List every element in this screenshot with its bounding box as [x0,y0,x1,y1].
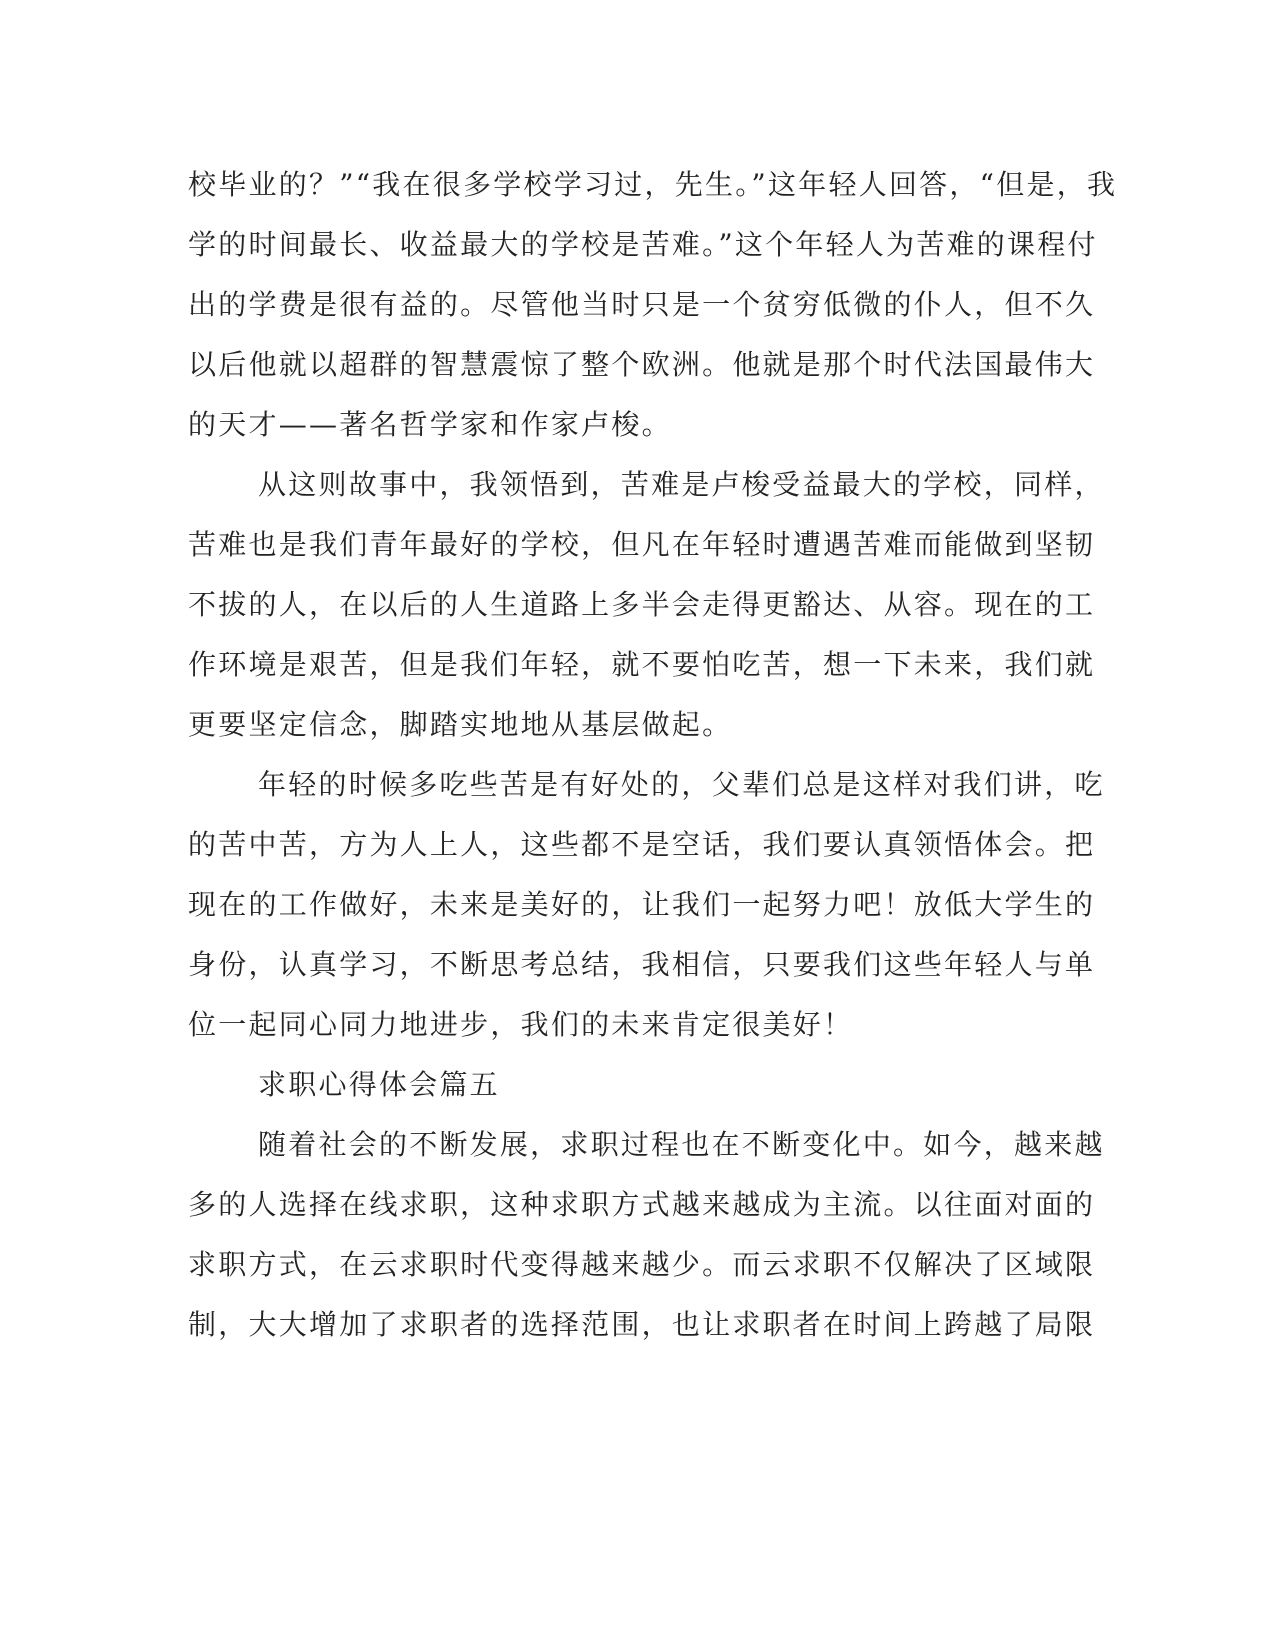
text-line: 身份，认真学习，不断思考总结，我相信，只要我们这些年轻人与单 [188,948,1096,981]
paragraph-start-line: 年轻的时候多吃些苦是有好处的，父辈们总是这样对我们讲，吃 [258,768,1105,801]
paragraph-start-line: 随着社会的不断发展，求职过程也在不断变化中。如今，越来越 [258,1128,1105,1161]
text-line: 的苦中苦，方为人上人，这些都不是空话，我们要认真领悟体会。把 [188,828,1096,861]
text-line: 学的时间最长、收益最大的学校是苦难。”这个年轻人为苦难的课程付 [188,228,1098,261]
text-line: 不拔的人，在以后的人生道路上多半会走得更豁达、从容。现在的工 [188,588,1096,621]
text-line: 求职方式，在云求职时代变得越来越少。而云求职不仅解决了区域限 [188,1248,1096,1281]
text-line: 苦难也是我们青年最好的学校，但凡在年轻时遭遇苦难而能做到坚韧 [188,528,1096,561]
text-line: 更要坚定信念，脚踏实地地从基层做起。 [188,708,733,741]
text-line: 校毕业的？”“我在很多学校学习过，先生。”这年轻人回答，“但是，我 [188,168,1118,201]
text-line: 作环境是艰苦，但是我们年轻，就不要怕吃苦，想一下未来，我们就 [188,648,1096,681]
text-line: 的天才——著名哲学家和作家卢梭。 [188,408,672,441]
text-line: 以后他就以超群的智慧震惊了整个欧洲。他就是那个时代法国最伟大 [188,348,1096,381]
text-line: 现在的工作做好，未来是美好的，让我们一起努力吧！放低大学生的 [188,888,1096,921]
section-heading: 求职心得体会篇五 [258,1068,500,1101]
body-text [188,155,1118,1355]
text-line: 出的学费是很有益的。尽管他当时只是一个贫穷低微的仆人，但不久 [188,288,1096,321]
text-line: 多的人选择在线求职，这种求职方式越来越成为主流。以往面对面的 [188,1188,1096,1221]
paragraph-start-line: 从这则故事中，我领悟到，苦难是卢梭受益最大的学校，同样， [258,468,1105,501]
text-line: 制，大大增加了求职者的选择范围，也让求职者在时间上跨越了局限 [188,1308,1096,1341]
text-line: 位一起同心同力地进步，我们的未来肯定很美好！ [188,1008,854,1041]
